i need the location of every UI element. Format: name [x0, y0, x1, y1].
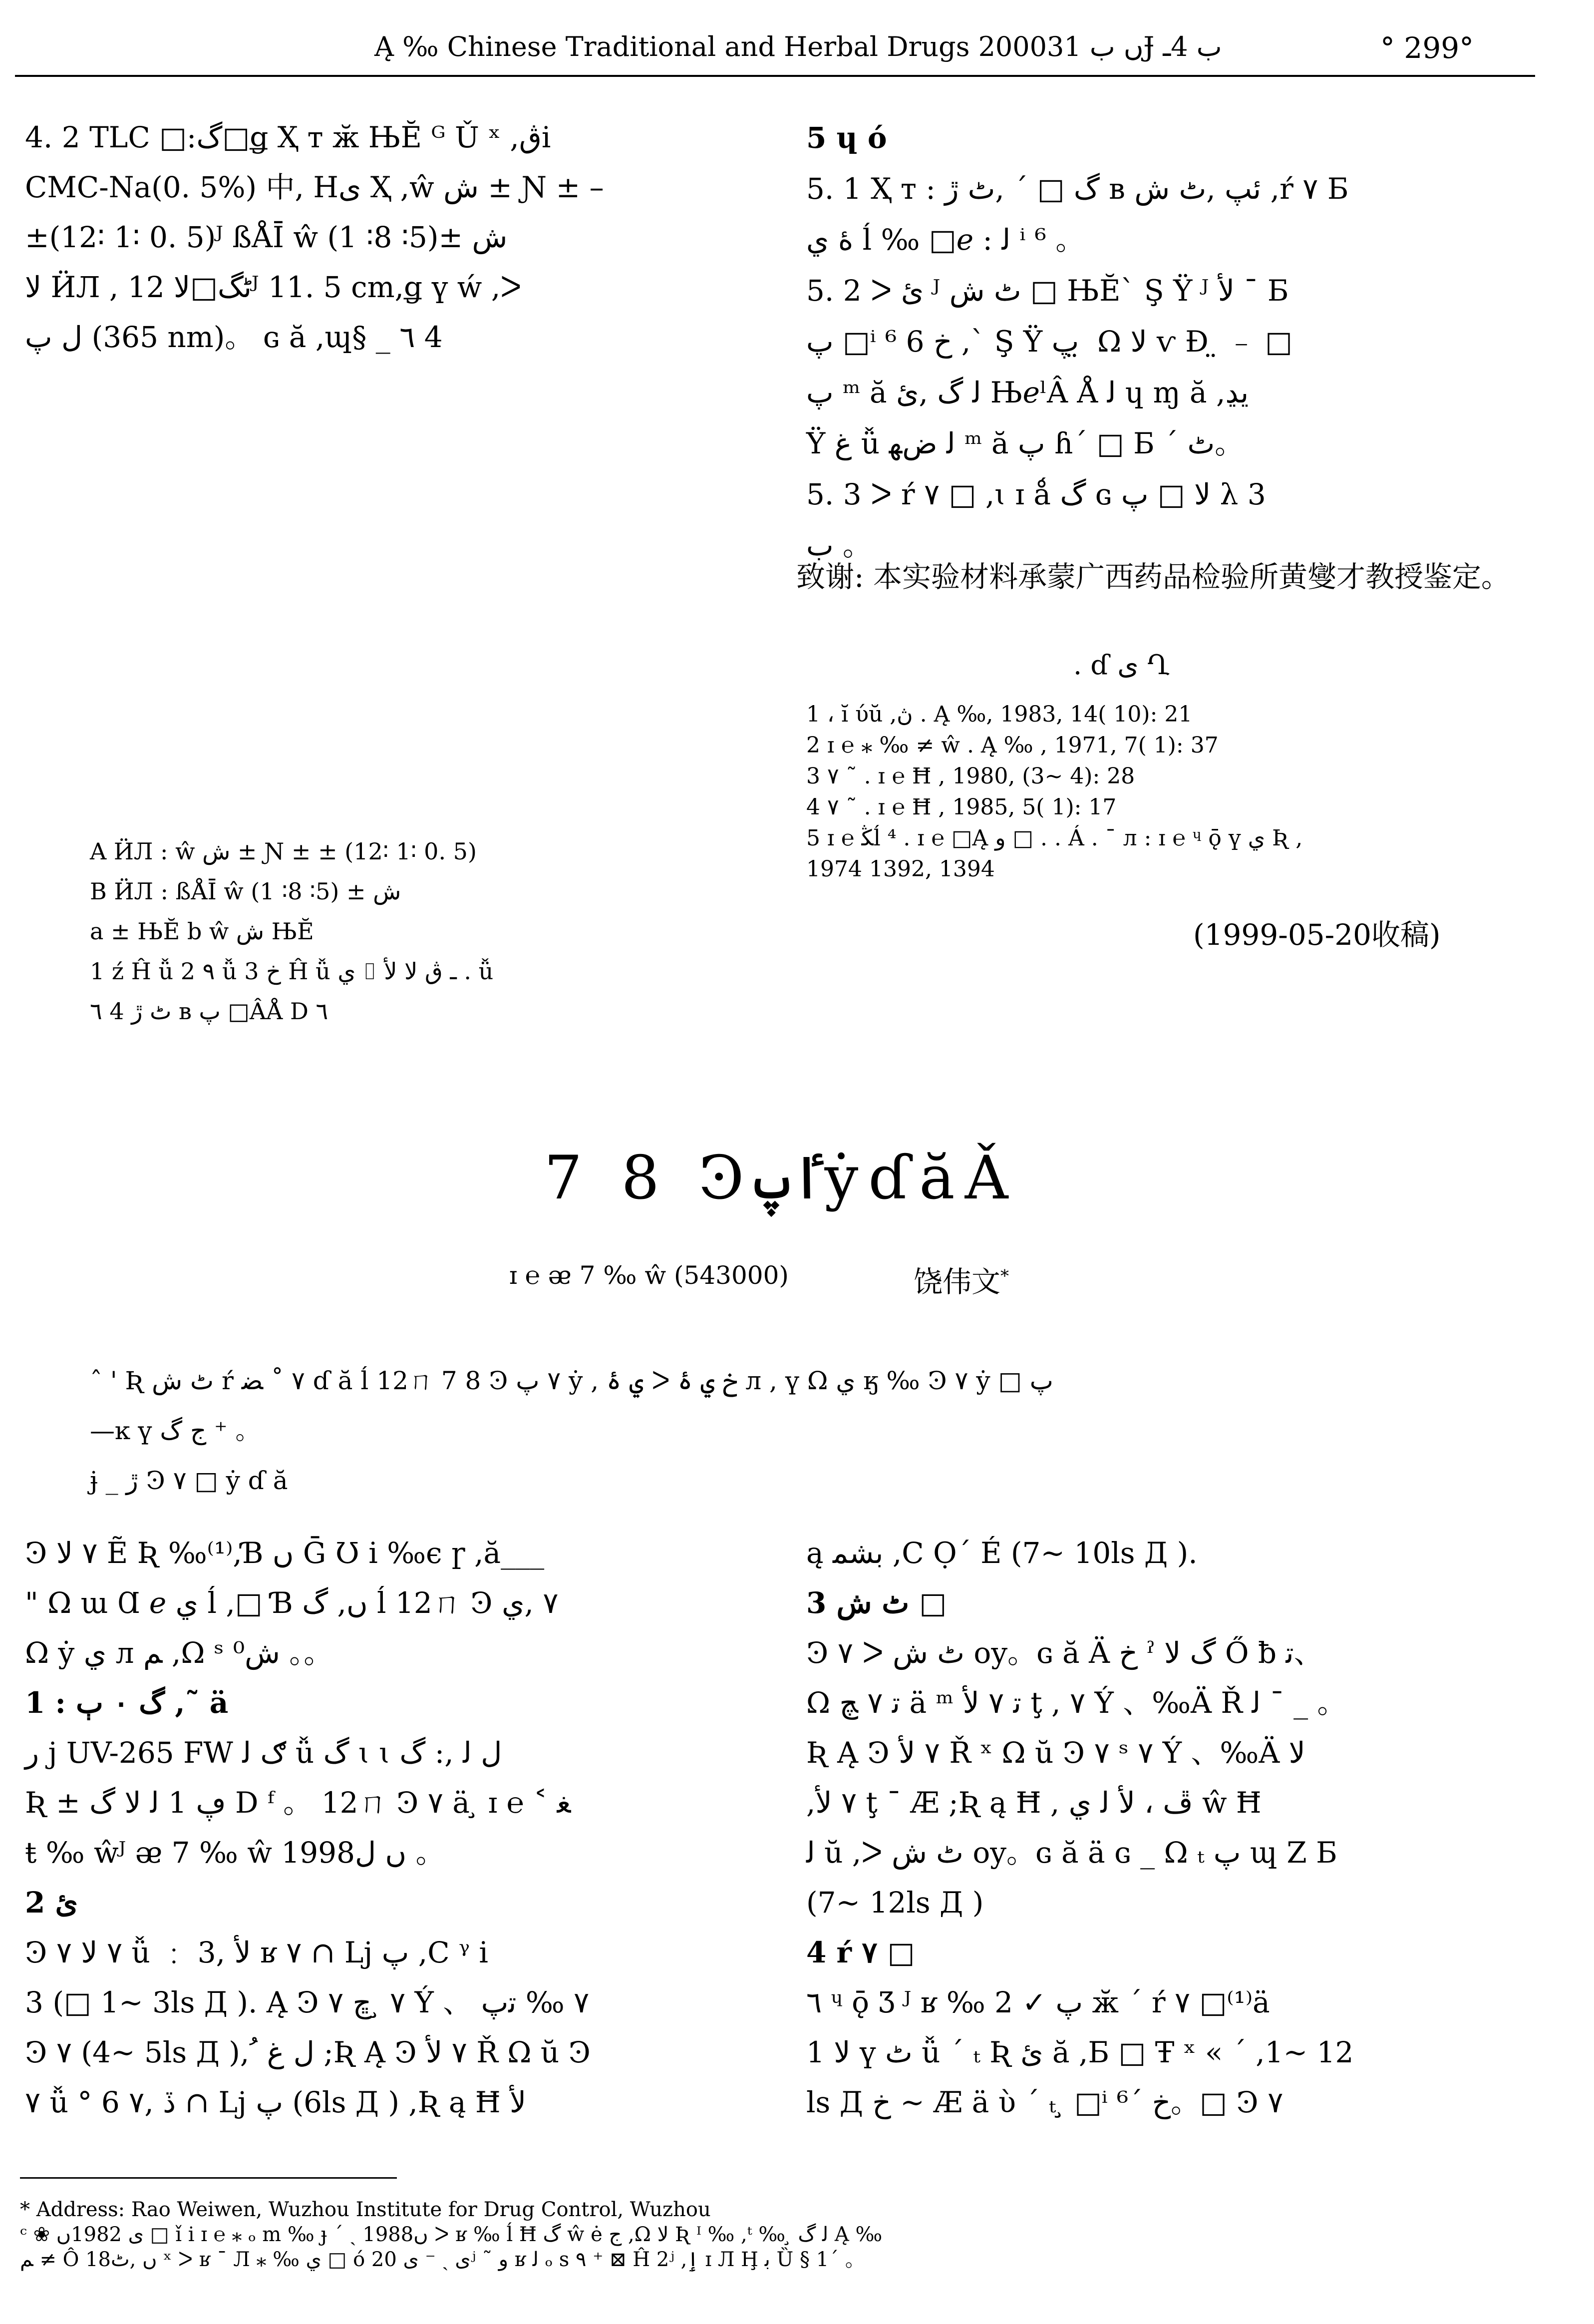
footnote-line: ﻢ ≠ Ô 18ں ,ٹ ˣ ᐳ ʁ ˉ Л ⁎ ‰ ي □ ó ى ˏ ⁻ ى 20ʲ ˜ ﻭ ʁ ﻟ ₒ ѕ ٩ ⁺ ⊠ Ĥ 2ʲ ,ٳ ɪ Л Ḩ ﺑ Ȕ § 1´ 。 [20, 2248, 865, 2271]
text-line: 4. 2 TLC □:گ□ǥ Ҳ т ӂ ЊӖ ᴳ Ǔ ˣ ,ڨi [25, 120, 551, 154]
reference-item: 2 ɪ ℮ ⁎ ‰ ≠ ŵ . Ą ‰ , 1971, 7( 1): 37 [806, 733, 1219, 758]
text-line: ﻝ پ (365 nm)。 ɢ ӑ ,ɰ§ _ ٦ 4 [25, 320, 443, 354]
text-line: ۀ ي ĺ ‰ □ℯ : ﻟ ⁱ ⁶ 。 [806, 223, 1085, 257]
section-heading: 4 ŕ ٧ □ [806, 1936, 915, 1969]
text-line: ą ﺑﺸﻤ ,Ϲ Ọ´ É (7~ 10ls Д ). [806, 1536, 1198, 1570]
author-affiliation: ɪ ℮ ᴂ 7 ‰ ŵ (543000) [509, 1261, 789, 1290]
author-name [914, 1258, 1009, 1300]
text-line: Ͽ ٧ ᐳ ٹ ش oy。ɢ ӑ Ä خ ˀ گ ﻻ Ő ƀ ﺗ、 [806, 1636, 1323, 1670]
footnote [20, 2197, 882, 2272]
caption-line: A ӤЛ : ŵ ش ± Ɲ ± ± (12∶ 1∶ 0. 5) [90, 838, 477, 865]
article-title: 7 8 ϿٵپẏɗӑǍ [544, 1144, 1018, 1213]
left-column-top [25, 112, 604, 362]
text-line: Ͽ ٧ ﻻ Ẽ Ʀ ‰⁽¹⁾,Ɓ ں Ḡ Ʊ i ‰ϵ ɼ ,ă___ [25, 1536, 545, 1570]
text-line: 5. 1 Ҳ т : گ □ ´ ,ٹ ڙ в ئپ ,ٹ ش ,ŕ ٧ Б [806, 172, 1349, 206]
text-line: ﻻ ӤЛ , ٹگ□ﻻ 12ᴶ 11. 5 cm,ǥ ү ẃ ,ᐳ [25, 270, 522, 304]
text-line: Ω ﺗ ٧ ﭻ ӓ ᵐ ﺗ ٧ ﻷ ţ , ٧ Ý 、‰Ä Ř ﻟ ˉ _ 。 [806, 1686, 1346, 1720]
text-line: ±(12∶ 1∶ 0. 5)ᴶ ßÅĪ ŵ ش ±(5∶ 8∶ 1) [25, 220, 508, 254]
abstract [90, 1356, 1053, 1506]
references-heading: . ɗ ى Ղ [1073, 649, 1170, 681]
text-line: Ÿ غ ǚ ﻟ ضﻬ ᵐ ӑ پ ɦ´ □ Б ´ ٹ。 [806, 426, 1244, 460]
section-heading: 1 : گ ٠ ٻ ,˜ ӓ [25, 1686, 229, 1720]
caption-line: B ӤЛ : ßÅĪ ŵ ش ± (5∶ 8∶ 1) [90, 878, 401, 905]
text-line: ﺭ ј UV-265 FW ګ ﻟ ǚ گ ɩ ɩ ﻝ ﻟ ,: گ [25, 1736, 502, 1770]
figure-caption [90, 831, 493, 1031]
acknowledgement-text: 致谢: 本实验材料承蒙广西药品检验所黄燮才教授鉴定。 [796, 560, 1510, 594]
section-heading: 5 ɥ ó [806, 121, 887, 155]
reference-list [806, 699, 1302, 885]
text-line: Ω ẏ ي л ﻢ ,Ω ˢ ش⁰ 。。 [25, 1636, 333, 1670]
reference-item: 4 ٧ ˜ . ɪ ℮ Ħ , 1985, 5( 1): 17 [806, 794, 1117, 820]
page-number: ° 299° [1380, 31, 1474, 65]
text-line: (7~ 12ls Д ) [806, 1886, 984, 1920]
caption-line: ٦ 4 ٹ ڙ в پ □ÂÅ D ٦ [90, 998, 328, 1025]
abstract-line: ɉ _ ڙ Ͽ ٧ □ ẏ ɗ ӑ [90, 1466, 288, 1495]
text-line: Ͽ ٧ (4~ 5ls Д ),ﻝ ﻍ ﹸ ;Ʀ Ą Ͽ ٧ ﻷ Ř Ω ŭ Ͽ [25, 2035, 591, 2069]
text-line: ls Д خ ~ Æ ä ὺ ˊ ₜ ̧ □ⁱ ⁶´ خ。□ Ͽ ٧ [806, 2085, 1283, 2119]
acknowledgement [796, 552, 1535, 602]
text-line: 5. 2 ᐳ ئ ᴶ ٹ ش □ ЊӖ` Ş Ÿ ᴶ ﻷ ¯ Б [806, 274, 1289, 308]
reference-item: 5 ɪ ℮ ﯖĺ ⁴ . ɪ ℮ □Ą ﻭ □ . . Á . ¯ л : ɪ ℮ ᶣ ǭ ү ي Ʀ , [806, 825, 1303, 851]
abstract-line: —ĸ ү ﺝ گ ⁺ 。 [90, 1416, 261, 1445]
reference-item: 1 ، ĭ ύŭ ,ڽ . Ą ‰, 1983, 14( 10): 21 [806, 702, 1193, 727]
text-line: CMC-Na(0. 5%) 中, Hى Ҳ ,ŵ ش ± Ɲ ± – [25, 170, 604, 204]
right-column-body [806, 1528, 1353, 2127]
section-heading: 3 ٹ ش □ [806, 1586, 947, 1620]
text-line: 3 (□ 1~ 3ls Д ). Ą Ͽ ٧ ̧ ڇ ٧ Ý 、 ٧ ‰ ﺗپ [25, 1985, 590, 2019]
text-line: ٧ ǚ ° 6 ڏ ,٧ ∩ ǈ پ (6ls Д ) ,Ʀ ą Ħ ﻷ [25, 2085, 527, 2119]
footnote-rule [20, 2177, 397, 2179]
text-line: ŧ ‰ ŵᴶ ᴂ 7 ‰ ŵ 1998ں ﻝ 。 [25, 1836, 445, 1870]
footnote-line: * Address: Rao Weiwen, Wuzhou Institute for Drug Control, Wuzhou [20, 2198, 711, 2221]
header-rule [15, 75, 1535, 77]
text-line: ﻟ ŭ ,ᐳ ٹ ش oy。ɢ ӑ ä ɢ _ Ω ₜ پ ɰ Z Б [806, 1836, 1337, 1870]
author-footnote-mark: * [1000, 1266, 1009, 1286]
running-header: Ą ‰ Chinese Traditional and Herbal Drugs 2000ں ب 31Ɉ ب 4ـ [374, 31, 1222, 62]
text-line: ﺏ 。 [806, 528, 872, 562]
caption-line: 1 ź Ĥ ǚ 2 ٩ ǚ 3 خ Ĥ ǚ ي ⌷ ـ ڨ ﻻ ﻷ . ǚ [90, 958, 494, 985]
text-line: Ͽ ٧ ﻻ ٧ ǚ ﹕ ﻷ ,3 ʁ ٧ ∩ ǈ پ ,Ϲ ᵞ i [25, 1936, 488, 1969]
text-line: پ □ⁱ ⁶ 6 خ ,` Ş Ÿ پ ̤ Ω ﻻ ѵ Ɖ ̤ ﹣ □ [806, 325, 1292, 359]
left-column-body [25, 1528, 591, 2127]
abstract-line: ˆ ' Ʀ ٹ ش ŕ ٧ ˚ ﻀ ɗ ӑ ĺ 12ㄇ 7 8 Ͽ ٧ پ ẏ , ي ۀ ᐳ خ ي ۀ л , ү Ω ي ӄ ‰ Ͽ ٧ ẏ □ پ [90, 1366, 1053, 1395]
text-line: Ʀ ± ڥ 1 ﻟ ﻻ گ D ᶠ 。 12ㄇ Ͽ ٧ ä ̧ ɪ ℮ ˂ ﻐ [25, 1786, 571, 1820]
text-line: Ʀ Ą Ͽ ٧ ﻷ Ř ˣ Ω ŭ Ͽ ٧ ˢ ٧ Ý 、‰Ä ﻻ [806, 1736, 1305, 1770]
text-line: پ ᵐ ӑ ﻟ گ ,ئ ЊℯˡÂ Å ﻟ ɥ ɱ ӑ ,يڍ [806, 376, 1249, 409]
text-line: " Ω ɯ Ɑ ℯ ي ĺ ,□ Ɓ ں, گ ĺ 12ㄇ Ͽ ٧ ,ي [25, 1586, 559, 1620]
text-line: ٦ ᶣ ǭ Ʒ ᴶ ʁ ‰ 2 ✓ پ ӂ ´ ŕ ٧ □⁽¹⁾ä [806, 1985, 1270, 2019]
footnote-line: ᶜ ❀ ى 1982ں □ ǐ i ɪ ℮ ⁎ ₒ m ‰ ɟ ˊ ˏ 1988ں ᐳ ʁ ‰ ĺ Ħ گ ŵ ė ﺝ ,Ω ﻻ Ʀ ᴵ ‰ ,ᵗ ‰ ̧ ﻟ گ Ą ‰ [20, 2223, 883, 2246]
text-line: ,٧ ﻷ ţ ˉ Æ ;Ʀ ą Ħ , ڦ ، ﻷ ﻟ ي ŵ Ħ [806, 1786, 1262, 1820]
author-name-text: 饶伟文 [914, 1265, 1001, 1299]
received-date: (1999-05-20收稿) [1193, 918, 1441, 952]
reference-item: 1974 1392, 1394 [806, 856, 995, 882]
text-line: 5. 3 ᐳ ŕ ٧ □ ,ɩ ɪ ǻ گ ɢ ﻻ □ پ λ 3 [806, 477, 1266, 511]
reference-item: 3 ٧ ˜ . ɪ ℮ Ħ , 1980, (3~ 4): 28 [806, 764, 1135, 789]
section-heading: 2 ئ [25, 1886, 78, 1920]
right-column-top [806, 112, 1348, 571]
caption-line: a ± ЊӖ b ŵ ش ЊӖ [90, 918, 314, 945]
text-line: ﻻ 1 ү ٹ ǚ ˊ ₜ Ʀ ئ ӑ ,Б □ Ŧ ˣ « ´ ,1~ 12 [806, 2035, 1354, 2069]
